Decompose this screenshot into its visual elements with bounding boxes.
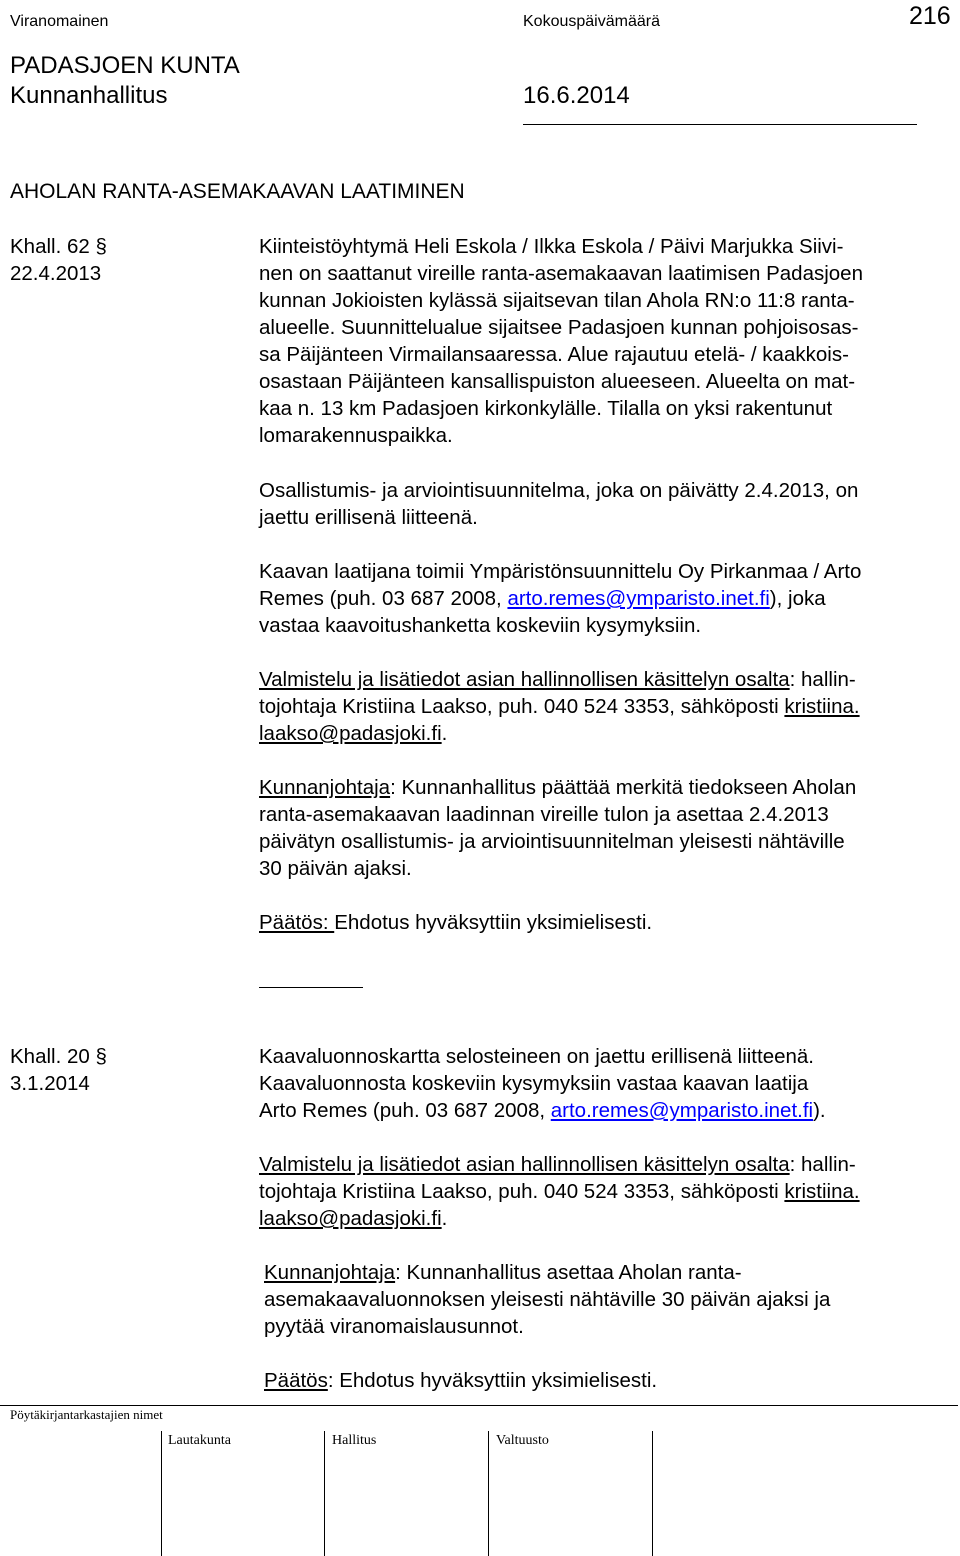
text-line: alueelle. Suunnittelualue sijaitsee Padasjoen kunnan pohjoisosas- (259, 316, 859, 339)
text-line (259, 1097, 826, 1124)
footer-column-divider (324, 1431, 325, 1556)
text-line (264, 1259, 830, 1286)
preparation-label: Valmistelu ja lisätiedot asian hallinnollisen käsittelyn osalta (259, 1153, 790, 1176)
section1-ref: Khall. 62 § (10, 235, 107, 258)
text-line (259, 1178, 860, 1205)
text-line (259, 585, 861, 612)
text-line: Kaavaluonnoskartta selosteineen on jaettu erillisenä liitteenä. (259, 1045, 815, 1068)
signature-column-board: Lautakunta (168, 1433, 231, 1448)
text-line: sa Päijänteen Virmailansaaressa. Alue rajautuu etelä- / kaakkois- (259, 343, 849, 366)
mayor-label: Kunnanjohtaja (259, 776, 391, 799)
email-link[interactable]: laakso@padasjoki.fi (259, 722, 442, 745)
section2-preparation (259, 1151, 860, 1232)
text: ). (813, 1099, 826, 1122)
text-line (259, 720, 860, 747)
text: : Kunnanhallitus asettaa Aholan ranta- (395, 1261, 742, 1284)
section2-paragraph-1 (259, 1043, 826, 1124)
footer-column-divider (161, 1431, 162, 1556)
section1-ref-date: 22.4.2013 (10, 262, 102, 285)
text: Arto Remes (puh. 03 687 2008, (259, 1099, 551, 1122)
text-line: 30 päivän ajaksi. (259, 857, 412, 880)
signature-column-government: Hallitus (332, 1433, 377, 1448)
mayor-label: Kunnanjohtaja (264, 1261, 396, 1284)
text-line (264, 1367, 657, 1394)
email-link[interactable]: arto.remes@ymparisto.inet.fi (507, 587, 770, 610)
text-line: ranta-asemakaavan laadinnan vireille tulon ja asettaa 2.4.2013 (259, 803, 829, 826)
text-line: päivätyn osallistumis- ja arviointisuunnitelman yleisesti nähtäville (259, 830, 845, 853)
text: tojohtaja Kristiina Laakso, puh. 040 524 3353, sähköposti (259, 1180, 785, 1203)
text-line (259, 909, 652, 936)
issuer-label: Viranomainen (10, 13, 109, 30)
text-line: lomarakennuspaikka. (259, 424, 453, 447)
email-link[interactable]: arto.remes@ymparisto.inet.fi (550, 1099, 814, 1122)
section1-paragraph-3 (259, 558, 861, 639)
section-separator (259, 987, 363, 988)
text-line: kunnan Jokioisten kylässä sijaitsevan tilan Ahola RN:o 11:8 ranta- (259, 289, 855, 312)
text: : hallin- (789, 1153, 856, 1176)
text-line: Kaavan laatijana toimii Ympäristönsuunnittelu Oy Pirkanmaa / Arto (259, 560, 862, 583)
text-line: vastaa kaavoitushanketta koskeviin kysymyksiin. (259, 614, 702, 637)
text: ), joka (769, 587, 826, 610)
page-title: AHOLAN RANTA-ASEMAKAAVAN LAATIMINEN (10, 180, 465, 203)
section1-paragraph-1 (259, 233, 863, 449)
text: : hallin- (789, 668, 856, 691)
email-link[interactable]: kristiina. (784, 695, 860, 718)
text-line: jaettu erillisenä liitteenä. (259, 506, 478, 529)
preparation-label: Valmistelu ja lisätiedot asian hallinnollisen käsittelyn osalta (259, 668, 790, 691)
section1-paragraph-2 (259, 477, 858, 531)
text-line: nen on saattanut vireille ranta-asemakaavan laatimisen Padasjoen (259, 262, 863, 285)
text: . (441, 722, 448, 745)
section2-ref-date: 3.1.2014 (10, 1072, 90, 1095)
signers-label: Pöytäkirjantarkastajien nimet (10, 1407, 163, 1422)
decision-label: Päätös (264, 1369, 328, 1392)
text: tojohtaja Kristiina Laakso, puh. 040 524 3353, sähköposti (259, 695, 785, 718)
municipality-name: PADASJOEN KUNTA (10, 52, 240, 79)
text-line (259, 1151, 860, 1178)
header-rule (523, 124, 917, 125)
section1-decision (259, 909, 652, 936)
text: . (441, 1207, 448, 1230)
section1-mayor-proposal (259, 774, 856, 882)
text: : Ehdotus hyväksyttiin yksimielisesti. (327, 1369, 658, 1392)
signature-column-council: Valtuusto (496, 1433, 549, 1448)
text-line (259, 666, 860, 693)
text-line: pyytää viranomaislausunnot. (264, 1315, 524, 1338)
email-link[interactable]: kristiina. (784, 1180, 860, 1203)
text-line: Kaavaluonnosta koskeviin kysymyksiin vastaa kaavan laatija (259, 1072, 809, 1095)
text: Remes (puh. 03 687 2008, (259, 587, 508, 610)
footer-column-divider (488, 1431, 489, 1556)
body-name: Kunnanhallitus (10, 82, 168, 109)
text-line: kaa n. 13 km Padasjoen kirkonkylälle. Tilalla on yksi rakentunut (259, 397, 833, 420)
text-line (259, 1205, 860, 1232)
page-number: 216 (909, 2, 951, 30)
section1-preparation (259, 666, 860, 747)
text: Ehdotus hyväksyttiin yksimielisesti. (334, 911, 653, 934)
footer-column-divider (652, 1431, 653, 1556)
footer-rule (0, 1405, 958, 1406)
meeting-date: 16.6.2014 (523, 82, 630, 109)
decision-label: Päätös: (259, 911, 335, 934)
section2-mayor-proposal (264, 1259, 830, 1340)
text-line: Kiinteistöyhtymä Heli Eskola / Ilkka Eskola / Päivi Marjukka Siivi- (259, 235, 844, 258)
text-line: Osallistumis- ja arviointisuunnitelma, joka on päivätty 2.4.2013, on (259, 479, 859, 502)
section2-ref: Khall. 20 § (10, 1045, 107, 1068)
email-link[interactable]: laakso@padasjoki.fi (259, 1207, 442, 1230)
text: : Kunnanhallitus päättää merkitä tiedokseen Aholan (390, 776, 857, 799)
text-line: asemakaavaluonnoksen yleisesti nähtäville 30 päivän ajaksi ja (264, 1288, 831, 1311)
text-line (259, 693, 860, 720)
text-line: osastaan Päijänteen kansallispuiston alueeseen. Alueelta on mat- (259, 370, 856, 393)
text-line (259, 774, 856, 801)
section2-decision (264, 1367, 657, 1394)
meeting-date-label: Kokouspäivämäärä (523, 13, 660, 30)
